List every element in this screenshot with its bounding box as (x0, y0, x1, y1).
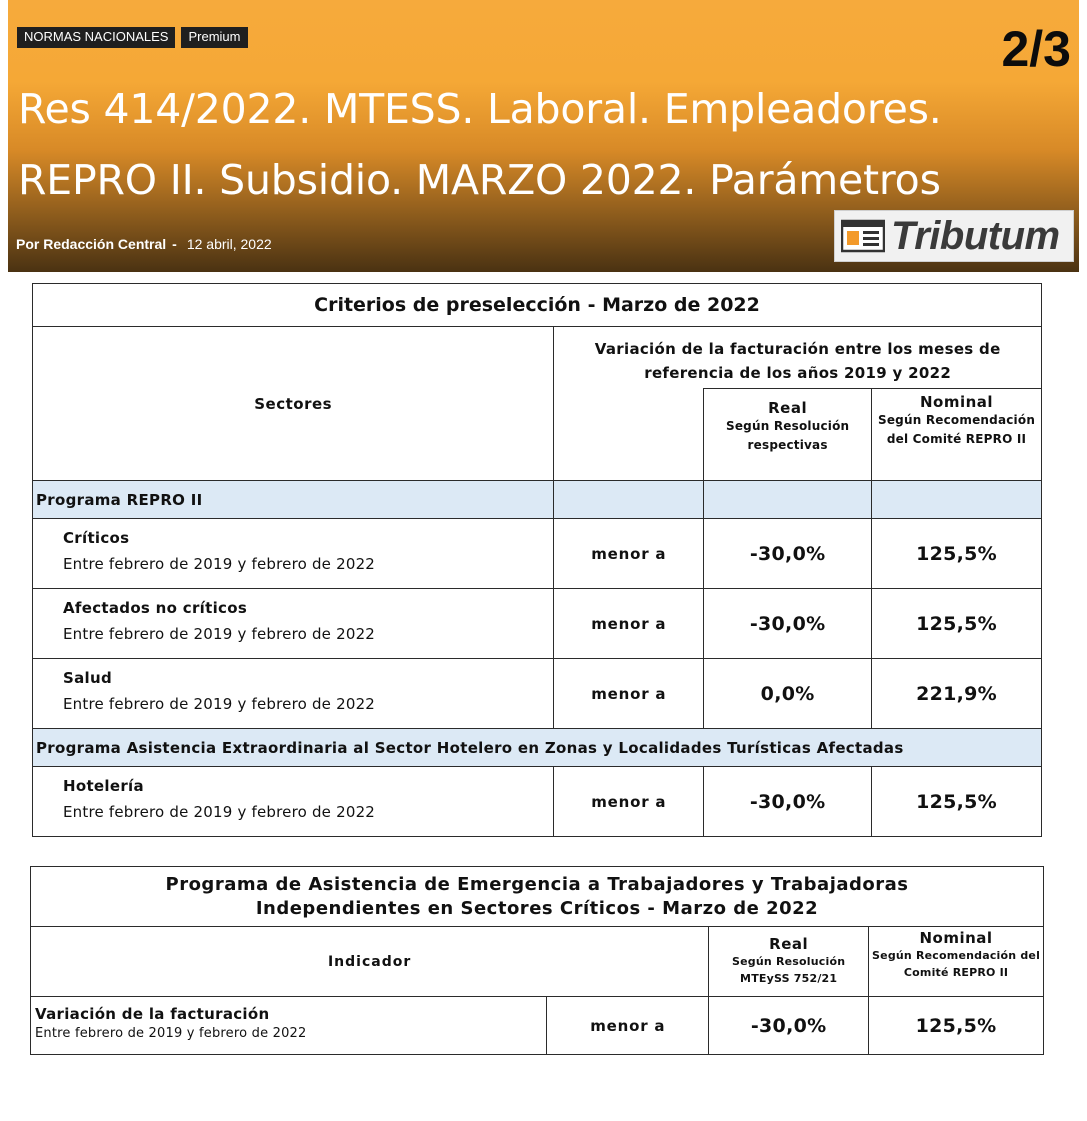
program-header-repro: Programa REPRO II (33, 481, 554, 519)
comparison-cell: menor a (554, 519, 704, 589)
nominal-note: Según Recomendación del Comité REPRO II (878, 413, 1036, 446)
table2-caption (31, 867, 1044, 927)
author-link[interactable]: Por Redacción Central (16, 236, 167, 252)
real-note: Según Resolución MTEySS 752/21 (732, 955, 846, 985)
table1-caption: Criterios de preselección - Marzo de 2022 (33, 284, 1042, 327)
sector-cell (33, 519, 554, 589)
program-header-hotelero: Programa Asistencia Extraordinaria al Sector Hotelero en Zonas y Localidades Turísticas Afectadas (33, 729, 1042, 767)
comparison-cell: menor a (554, 589, 704, 659)
header-banner (8, 0, 1079, 272)
real-note: Según Resolución respectivas (725, 419, 850, 452)
preselection-criteria-table (32, 283, 1042, 837)
table-row (33, 589, 1042, 659)
column-header-real (704, 389, 872, 481)
nominal-value: 125,5% (872, 589, 1042, 659)
table-row (31, 997, 1044, 1055)
comparison-cell: menor a (554, 659, 704, 729)
program-header-fill (554, 481, 704, 519)
tag-list (17, 27, 248, 48)
sector-name: Hotelería (63, 777, 144, 795)
comparison-cell: menor a (547, 997, 709, 1055)
logo-text: Tributum (891, 213, 1060, 258)
page-indicator: 2/3 (1001, 21, 1071, 77)
sector-name: Críticos (63, 529, 130, 547)
tag-premium[interactable]: Premium (181, 27, 247, 48)
real-value: -30,0% (709, 997, 869, 1055)
real-label: Real (768, 399, 808, 417)
indicator-range: Entre febrero de 2019 y febrero de 2022 (35, 1026, 307, 1041)
title-line-1: Res 414/2022. MTESS. Laboral. Empleadores. (18, 85, 942, 133)
table2-caption-line-1: Programa de Asistencia de Emergencia a Trabajadores y Trabajadoras (165, 873, 909, 895)
program-header-fill (872, 481, 1042, 519)
sector-range: Entre febrero de 2019 y febrero de 2022 (63, 625, 376, 643)
real-value: -30,0% (704, 519, 872, 589)
nominal-note: Según Recomendación del Comité REPRO II (872, 949, 1041, 979)
article-title (18, 74, 1078, 216)
table-row (33, 659, 1042, 729)
sector-range: Entre febrero de 2019 y febrero de 2022 (63, 695, 376, 713)
real-value: -30,0% (704, 589, 872, 659)
sector-cell (33, 767, 554, 837)
publish-date: 12 abril, 2022 (186, 236, 272, 252)
program-header-fill (704, 481, 872, 519)
comparison-cell: menor a (554, 767, 704, 837)
sector-range: Entre febrero de 2019 y febrero de 2022 (63, 555, 376, 573)
emergency-assistance-table (30, 866, 1044, 1055)
sector-range: Entre febrero de 2019 y febrero de 2022 (63, 803, 376, 821)
tributum-logo (834, 210, 1074, 262)
real-value: -30,0% (704, 767, 872, 837)
nominal-value: 221,9% (872, 659, 1042, 729)
column-header-sectores: Sectores (33, 327, 554, 481)
real-value: 0,0% (704, 659, 872, 729)
indicator-cell (31, 997, 547, 1055)
indicator-name: Variación de la facturación (35, 1005, 270, 1023)
nominal-label: Nominal (919, 929, 993, 947)
table-row (33, 767, 1042, 837)
sector-name: Salud (63, 669, 112, 687)
nominal-label: Nominal (919, 393, 994, 411)
column-header-empty (554, 389, 704, 481)
column-header-indicador: Indicador (31, 927, 709, 997)
column-header-nominal (872, 389, 1042, 481)
tag-normas-nacionales[interactable]: NORMAS NACIONALES (17, 27, 175, 48)
nominal-value: 125,5% (869, 997, 1044, 1055)
sector-cell (33, 659, 554, 729)
real-label: Real (769, 935, 809, 953)
byline (16, 236, 272, 252)
sector-name: Afectados no críticos (63, 599, 248, 617)
nominal-value: 125,5% (872, 767, 1042, 837)
byline-separator: - (172, 236, 177, 252)
newspaper-icon (841, 219, 885, 253)
title-line-2: REPRO II. Subsidio. MARZO 2022. Parámetros (18, 156, 941, 204)
column-header-variacion: Variación de la facturación entre los meses de referencia de los años 2019 y 2022 (554, 327, 1042, 389)
table2-caption-line-2: Independientes en Sectores Críticos - Marzo de 2022 (255, 897, 819, 919)
table-row (33, 519, 1042, 589)
sector-cell (33, 589, 554, 659)
column-header-real (709, 927, 869, 997)
column-header-nominal (869, 927, 1044, 997)
nominal-value: 125,5% (872, 519, 1042, 589)
